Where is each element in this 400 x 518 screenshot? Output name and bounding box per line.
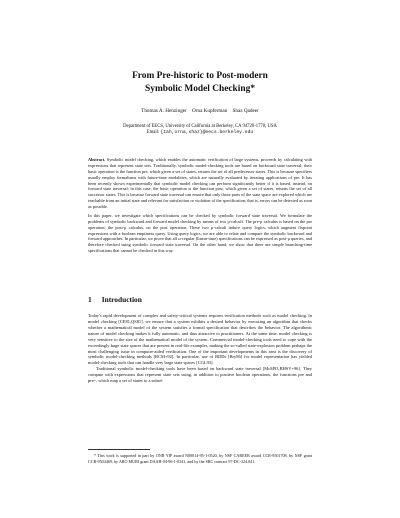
- footnote: [88, 453, 312, 464]
- abstract-paragraph-2: In this paper, we investigate which specifications can be checked by symbolic forward state traversal. We formulate the problems of symbolic backward and forward model checking by means of two μ-calculi. The pre-μ calculus is based on the pre operation; the post-μ calculus, on the post operation. These two μ-calculi induce query logics, which augment fixpoint expressions with a boolean emptiness query. Using query logics, we are able to relate and compare the symbolic backward and forward approaches. In particular, we prove that all ω-regular (linear-time) specifications can be expressed as post-μ queries, and therefore checked using symbolic forward state traversal. On the other hand, we show that there are simple branching-time specifications that cannot be checked in this way.: [88, 212, 312, 254]
- abstract: [88, 157, 312, 254]
- intro-paragraph-1: Today's rapid development of complex and safety-critical systems requires verification methods such as model checking. In model checking [CE81,QS81], we ensure that a system exhibits a desired behavior by executing an algorithm that checks whether a mathematical model of the system satisfies a formal specification that describes the behavior. The algorithmic nature of model checking makes it fully automatic, and thus attractive to practitioners. At the same time, model checking is very sensitive to the size of the mathematical model of the system. Commercial model-checking tools need to cope with the exceedingly large state spaces that are present in real-life examples, making the so-called state-explosion problem perhaps the most challenging issue in computer-aided verification. One of the important developments in this area is the discovery of symbolic model-checking methods [BCM+92]. In particular, use of BDDs [Bry86] for model representation has yielded model-checking tools that can handle very large state spaces [CGL93].: [88, 313, 312, 366]
- abstract-label: Abstract.: [88, 157, 106, 162]
- intro-paragraph-2: Traditional symbolic model-checking tools have been based on backward state traversal [McM93,BHSV+96]. They compute with expressions that represent state sets using, in addition to positive boolean operations, the functions pre and pre~, which map a set of states to a subset: [88, 366, 312, 384]
- footnote-divider: [88, 449, 150, 450]
- affiliation-block: [50, 124, 350, 137]
- title-line-2: Symbolic Model Checking*: [145, 84, 255, 94]
- section-number: 1: [88, 295, 92, 304]
- abstract-paragraph-1: [88, 157, 312, 210]
- footnote-text: * This work is supported in part by ONR YIP award N00014-95-1-0520, by NSF CAREER award CCR-9501708, by NSF grant CCR-9504469, by ARO MURI grant DAAH-04-96-1-0341, and by the SRC contract 97-DC-324.041.: [88, 453, 312, 464]
- affiliation: Department of EECS, University of California at Berkeley, CA 94720-1770, USA: [123, 124, 277, 129]
- abstract-text-1: Symbolic model checking, which enables the automatic verification of large systems, proceeds by calculating with expressions that represent state sets. Traditionally, symbolic model-checking tools are based on backward state traversal; their basic operation is the function pre, which given a set of states, returns the set of all predecessor states. This is because specifiers usually employ formalisms with future-time modalities, which are naturally evaluated by iterating applications of pre. It has been recently shown experimentally that symbolic model checking can perform significantly better if it is based, instead, on forward state traversal; in this case, the basic operation is the function post, which given a set of states, returns the set of all successor states. This is because forward state traversal can ensure that only those parts of the state space are explored which are reachable from an initial state and relevant for satisfaction or violation of the specification; that is, errors can be detected as soon as possible.: [88, 157, 312, 209]
- section-heading: [88, 295, 142, 304]
- author-list: Thomas A. Henzinger Orna Kupferman Shaz Qadeer: [141, 108, 259, 114]
- section-title: Introduction: [101, 295, 142, 304]
- email-address: {tah,orna,shaz}@eecs.berkeley.edu: [160, 130, 254, 136]
- email-label: Email:: [146, 130, 161, 136]
- email-line: [50, 130, 350, 136]
- title-line-1: From Pre-historic to Post-modern: [132, 71, 268, 81]
- paper-title: [60, 70, 340, 96]
- introduction-body: [88, 313, 312, 384]
